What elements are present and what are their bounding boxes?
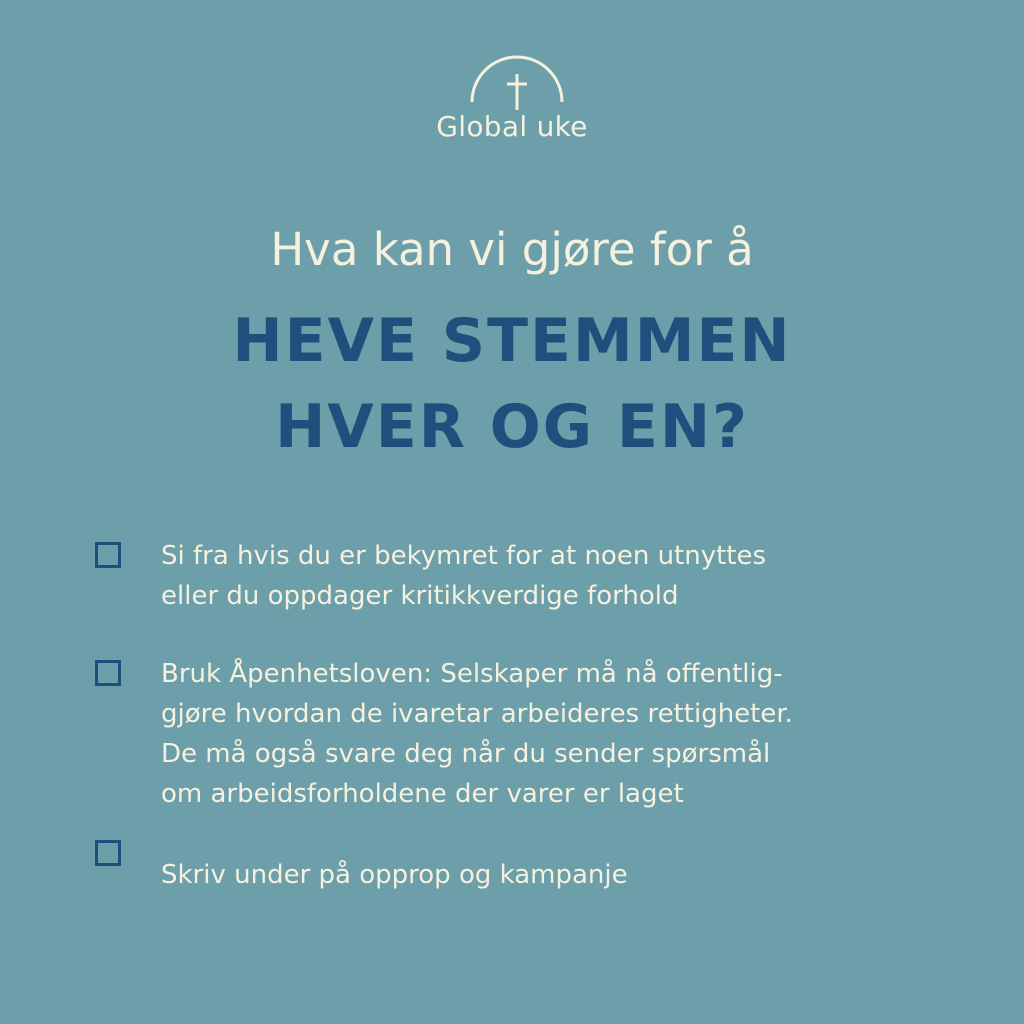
- checklist-item-line: Bruk Åpenhetsloven: Selskaper må nå offentlig-: [161, 659, 783, 689]
- checklist-item-line: om arbeidsforholdene der varer er laget: [161, 779, 684, 809]
- checklist-item-line: eller du oppdager kritikkverdige forhold: [161, 581, 679, 611]
- checklist-item-line: Si fra hvis du er bekymret for at noen utnyttes: [161, 541, 767, 571]
- checklist-item-text: [161, 654, 961, 814]
- checkbox-icon: [95, 660, 121, 686]
- intro-question: Hva kan vi gjøre for å: [270, 223, 754, 276]
- checklist-item-line: gjøre hvordan de ivaretar arbeideres rettigheter.: [161, 699, 793, 729]
- global-uke-logo: [0, 52, 1024, 152]
- arc-cross-icon: [462, 52, 572, 114]
- checklist-item-line: De må også svare deg når du sender spørsmål: [161, 739, 771, 769]
- checklist-item-text: [161, 855, 961, 895]
- checklist-item-text: [161, 536, 961, 616]
- headline-line-2: HVER OG EN?: [275, 392, 749, 462]
- checklist-item-line: Skriv under på opprop og kampanje: [161, 860, 628, 890]
- headline-line-1: HEVE STEMMEN: [232, 306, 792, 376]
- checkbox-icon: [95, 542, 121, 568]
- headline: [0, 298, 1024, 470]
- checkbox-icon: [95, 840, 121, 866]
- logo-text: Global uke: [436, 110, 588, 143]
